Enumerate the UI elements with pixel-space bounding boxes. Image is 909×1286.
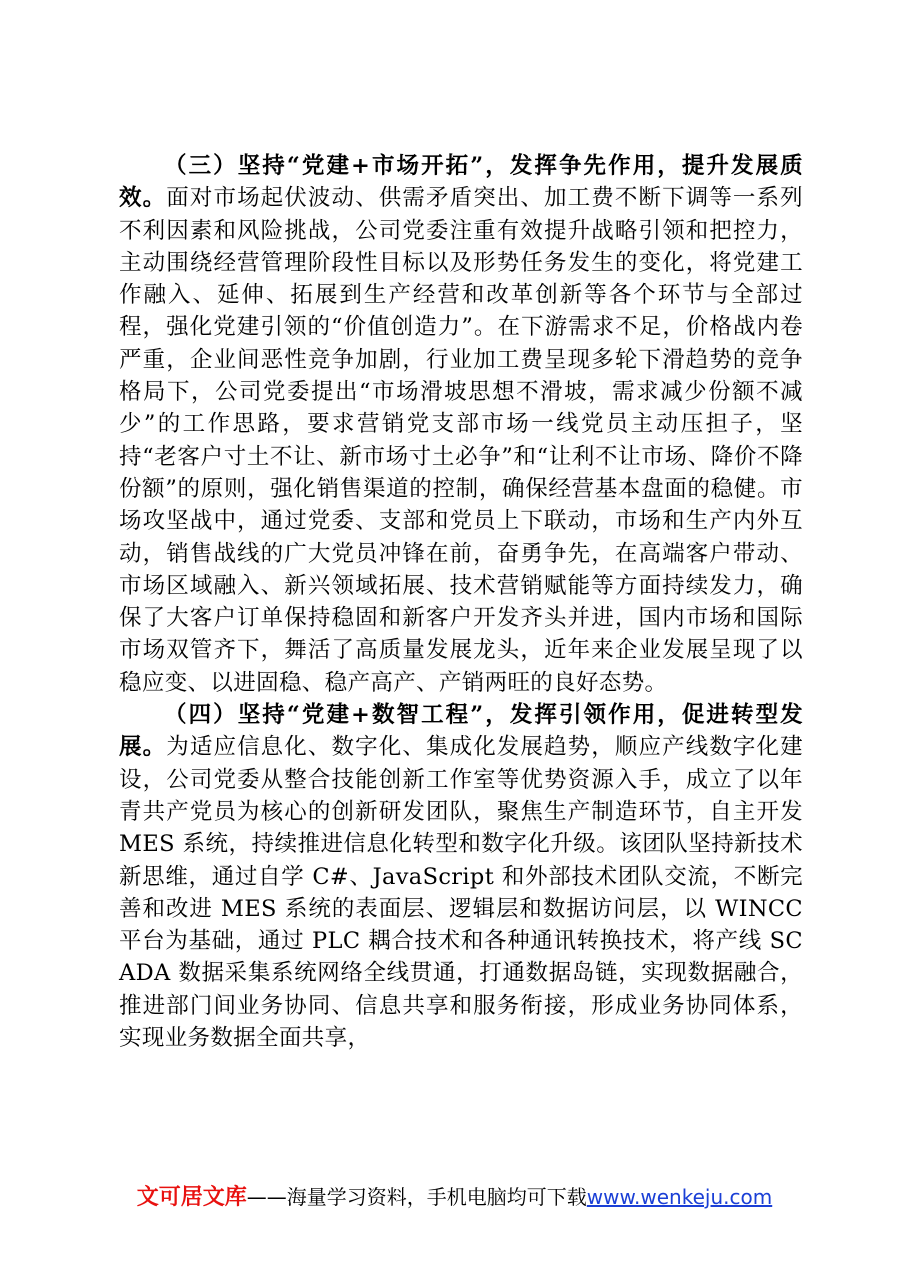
- section-3-body: 面对市场起伏波动、供需矛盾突出、加工费不断下调等一系列不利因素和风险挑战，公司党委注重有效提升战略引领和把控力，主动围绕经营管理阶段性目标以及形势任务发生的变化，将党建工作融入、延伸、拓展到生产经营和改革创新等各个环节与全部过程，强化党建引领的“价值创造力”。在下游需求不足，价格战内卷严重，企业间恶性竞争加剧，行业加工费呈现多轮下滑趋势的竞争格局下，公司党委提出“市场滑坡思想不滑坡，需求减少份额不减少”的工作思路，要求营销党支部市场一线党员主动压担子，坚持“老客户寸土不让、新市场寸土必争”和“让利不让市场、降价不降份额”的原则，强化销售渠道的控制，确保经营基本盘面的稳健。市场攻坚战中，通过党委、支部和党员上下联动，市场和生产内外互动，销售战线的广大党员冲锋在前，奋勇争先，在高端客户带动、市场区域融入、新兴领域拓展、技术营销赋能等方面持续发力，确保了大客户订单保持稳固和新客户开发齐头并进，国内市场和国际市场双管齐下，舞活了高质量发展龙头，近年来企业发展呈现了以稳应变、以进固稳、稳产高产、产销两旺的良好态势。: [119, 185, 804, 696]
- footer-url-link[interactable]: www.wenkeju.com: [586, 1185, 773, 1209]
- section-4-body: 为适应信息化、数字化、集成化发展趋势，顺应产线数字化建设，公司党委从整合技能创新工作室等优势资源入手，成立了以年青共产党员为核心的创新研发团队，聚焦生产制造环节，自主开发 MES 系统，持续推进信息化转型和数字化升级。该团队坚持新技术新思维，通过自学 C#、JavaScript 和外部技术团队交流，不断完善和改进 MES 系统的表面层、逻辑层和数据访问层，以 WINCC 平台为基础，通过 PLC 耦合技术和各种通讯转换技术，将产线 SCADA 数据采集系统网络全线贯通，打通数据岛链，实现数据融合，推进部门间业务协同、信息共享和服务衔接，形成业务协同体系，实现业务数据全面共享，: [119, 734, 804, 1052]
- footer-banner: [0, 1180, 909, 1211]
- section-3-heading: （三）坚持“党建+市场开拓”，发挥争先作用，提升发展质效。: [119, 153, 803, 212]
- section-4-heading: （四）坚持“党建+数智工程”，发挥引领作用，促进转型发展。: [119, 702, 803, 761]
- footer-brand: 文可居文库: [136, 1185, 247, 1210]
- paragraph-section-3: [119, 150, 803, 699]
- paragraph-section-4: [119, 699, 803, 1054]
- document-body: [119, 150, 803, 1054]
- footer-tagline: ——海量学习资料，手机电脑均可下载: [246, 1185, 587, 1209]
